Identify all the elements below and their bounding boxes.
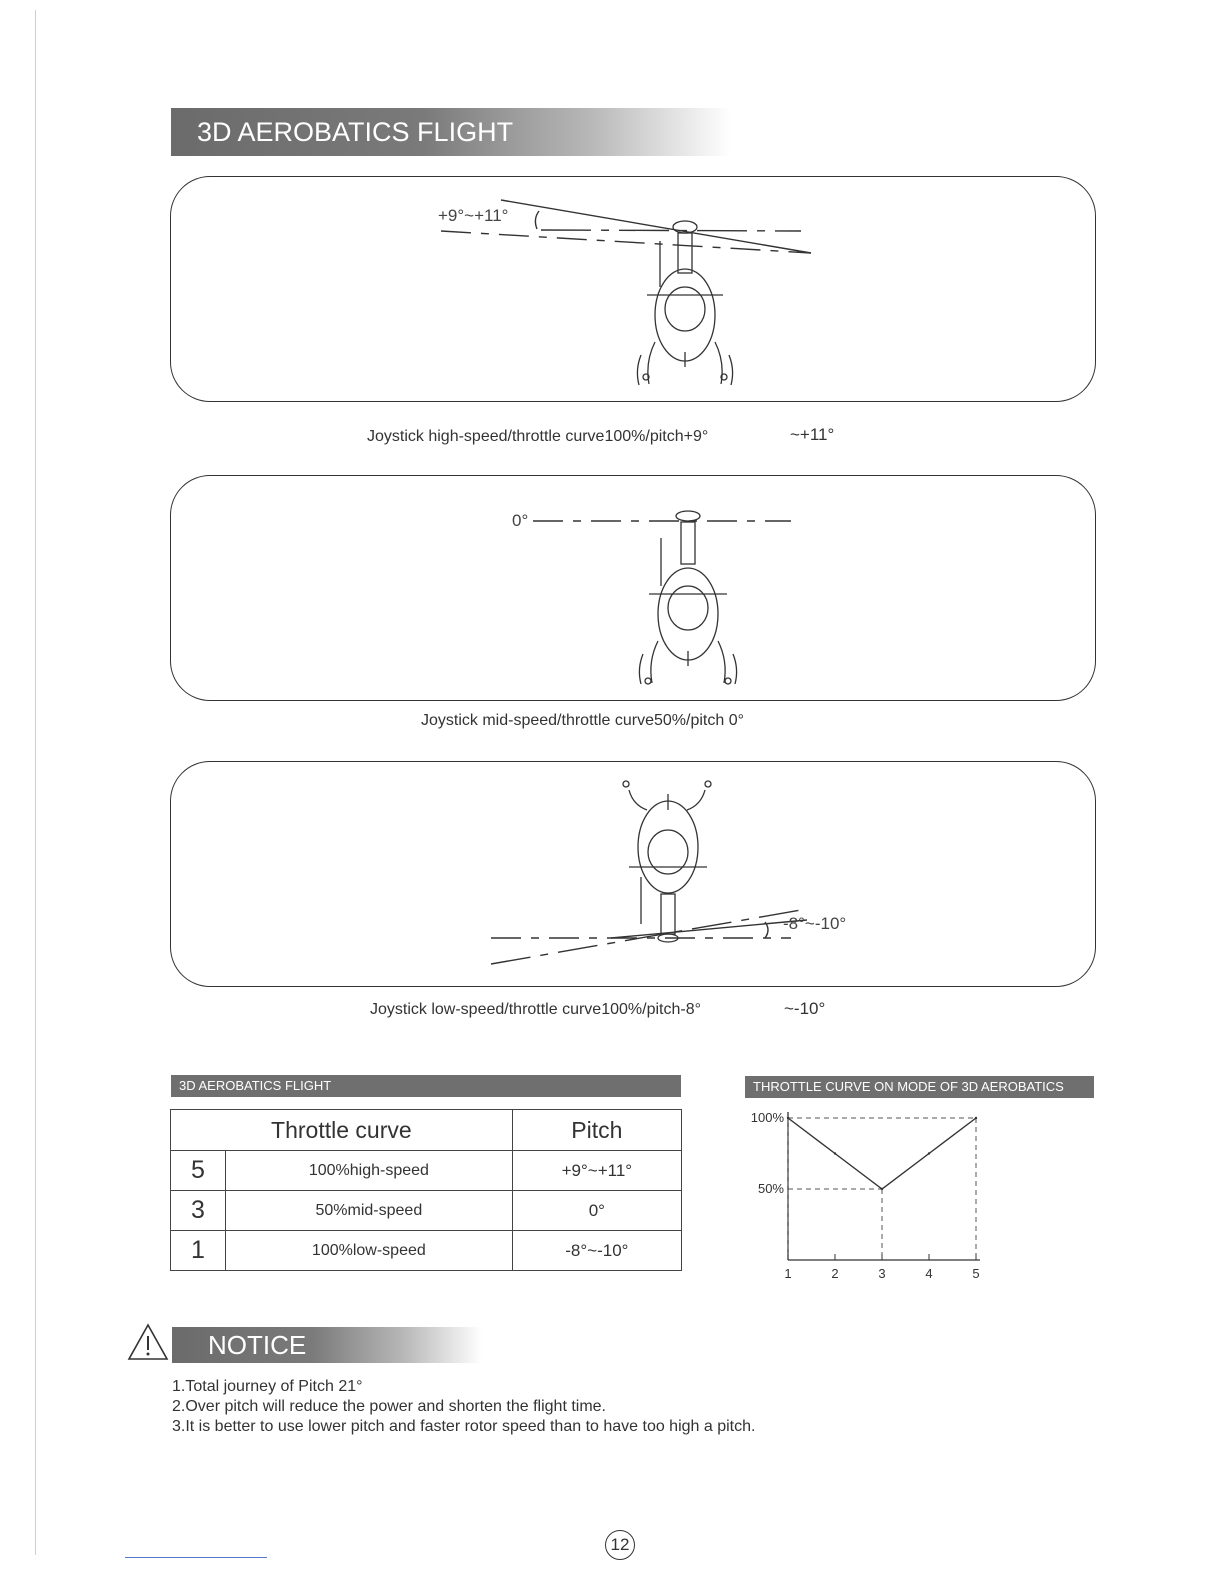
header-throttle-curve: Throttle curve: [171, 1110, 513, 1151]
page-margin-rule: [35, 10, 36, 1555]
bottom-link-rule: [125, 1557, 267, 1558]
caption-low-suffix: ~-10°: [784, 999, 826, 1018]
x-tick-label: 2: [831, 1266, 839, 1281]
notice-list: [172, 1377, 755, 1437]
caption-mid: Joystick mid-speed/throttle curve50%/pitch 0°: [421, 712, 744, 729]
throttle-value: 50%mid-speed: [226, 1191, 513, 1231]
stick-position: 3: [171, 1191, 226, 1231]
pitch-value: 0°: [512, 1191, 681, 1231]
data-point: [975, 1117, 977, 1119]
data-point: [834, 1152, 836, 1154]
table-title-banner: 3D AEROBATICS FLIGHT: [171, 1075, 681, 1097]
angle-label-mid: 0°: [512, 511, 529, 530]
data-point: [881, 1188, 883, 1190]
x-tick-label: 5: [972, 1266, 980, 1281]
x-tick-label: 3: [878, 1266, 886, 1281]
helicopter-front-view-mid: [171, 476, 1097, 702]
helicopter-front-view-high: [171, 177, 1097, 403]
data-point: [928, 1152, 930, 1154]
stick-position: 5: [171, 1151, 226, 1191]
angle-label-low: -8°~-10°: [783, 914, 847, 933]
helicopter-panel-high: [170, 176, 1096, 402]
pitch-value: +9°~+11°: [512, 1151, 681, 1191]
throttle-pitch-table: [170, 1109, 682, 1271]
throttle-curve-chart: [740, 1100, 1000, 1290]
page-number: 12: [605, 1530, 635, 1560]
throttle-curve-line: [788, 1118, 976, 1189]
section-title-banner: 3D AEROBATICS FLIGHT: [171, 108, 731, 156]
chart-title-banner: THROTTLE CURVE ON MODE OF 3D AEROBATICS: [745, 1076, 1094, 1098]
y-tick-label: 50%: [757, 1181, 784, 1196]
throttle-value: 100%high-speed: [226, 1151, 513, 1191]
notice-item: 2.Over pitch will reduce the power and shorten the flight time.: [172, 1398, 606, 1415]
stick-position: 1: [171, 1231, 226, 1271]
helicopter-inverted-view-low: [171, 762, 1097, 988]
x-tick-label: 4: [925, 1266, 933, 1281]
helicopter-panel-low: [170, 761, 1096, 987]
warning-triangle-icon: [126, 1322, 170, 1362]
caption-high-suffix: ~+11°: [790, 425, 835, 444]
table-row: [171, 1231, 682, 1271]
angle-label-high: +9°~+11°: [438, 206, 509, 225]
header-pitch: Pitch: [512, 1110, 681, 1151]
table-row: [171, 1191, 682, 1231]
helicopter-panel-mid: [170, 475, 1096, 701]
notice-title-banner: NOTICE: [172, 1327, 482, 1363]
data-point: [787, 1117, 789, 1119]
throttle-value: 100%low-speed: [226, 1231, 513, 1271]
notice-item: 3.It is better to use lower pitch and faster rotor speed than to have too high a pitch.: [172, 1418, 756, 1435]
y-tick-label: 100%: [750, 1110, 784, 1125]
caption-low: Joystick low-speed/throttle curve100%/pitch-8°: [370, 1001, 701, 1018]
x-tick-label: 1: [784, 1266, 792, 1281]
pitch-value: -8°~-10°: [512, 1231, 681, 1271]
caption-high: Joystick high-speed/throttle curve100%/pitch+9°: [367, 428, 709, 445]
table-row: [171, 1151, 682, 1191]
notice-item: 1.Total journey of Pitch 21°: [172, 1378, 363, 1395]
table-header-row: [171, 1110, 682, 1151]
